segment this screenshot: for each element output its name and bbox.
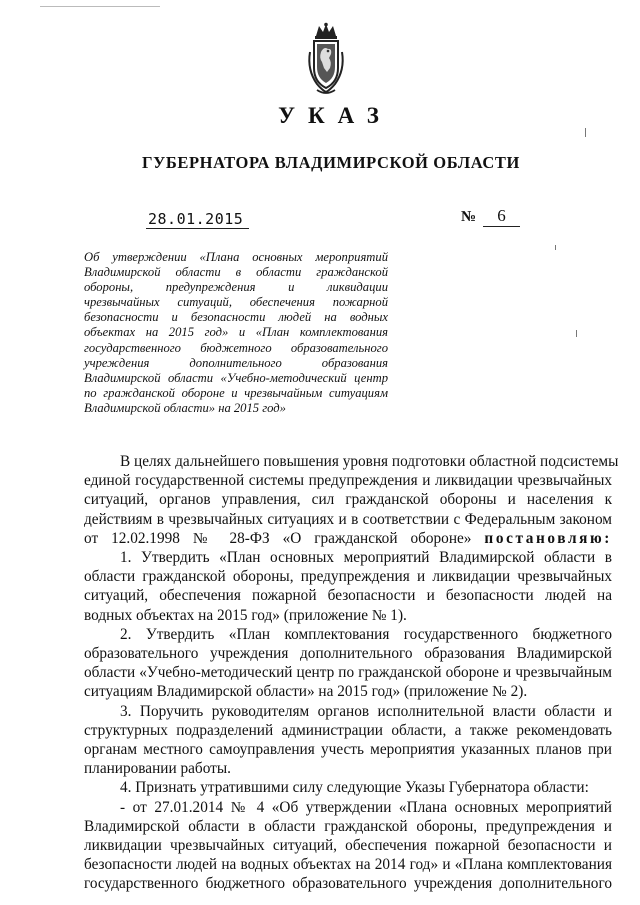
coat-of-arms-emblem bbox=[305, 22, 347, 96]
body-line-text: от 12.02.1998 № 28-ФЗ «О гражданской обороне» bbox=[84, 529, 472, 547]
body-line: Владимирской области в области гражданской обороны, предупреждения и bbox=[84, 817, 612, 835]
body-line: образовательного учреждения дополнительного образования Владимирской bbox=[84, 645, 612, 663]
scan-speck bbox=[555, 245, 556, 250]
body-line: безопасности людей на водных объектах на 2014 год» и «Плана комплектования bbox=[84, 856, 612, 874]
preamble-line: чрезвычайных ситуаций, обеспечения пожарной bbox=[84, 295, 388, 310]
body-line: действиям в чрезвычайных ситуациях и в соответствии с Федеральным законом bbox=[84, 510, 612, 528]
body-line: ликвидации чрезвычайных ситуаций, обеспечения пожарной безопасности и bbox=[84, 837, 612, 855]
body-line: 1. Утвердить «План основных мероприятий Владимирской области в bbox=[120, 549, 612, 567]
body-line: государственного бюджетного образовательного учреждения дополнительного bbox=[84, 875, 612, 893]
body-line: области «Учебно-методический центр по гражданской обороне и чрезвычайным bbox=[84, 664, 612, 682]
preamble-title bbox=[84, 250, 388, 416]
preamble-line: обороны, предупреждения и ликвидации bbox=[84, 280, 388, 295]
decree-keyword: постановляю: bbox=[484, 529, 612, 547]
body-line: В целях дальнейшего повышения уровня подготовки областной подсистемы bbox=[120, 453, 619, 470]
item-3-paragraph bbox=[84, 702, 612, 779]
decree-body bbox=[84, 452, 619, 894]
item-4-paragraph bbox=[84, 778, 612, 893]
body-line: единой государственной системы предупреждения и ликвидации чрезвычайных bbox=[84, 472, 612, 490]
preamble-line: учреждения дополнительного образования bbox=[84, 355, 388, 370]
item-1-paragraph bbox=[84, 548, 612, 625]
body-line: структурных подразделений администрации области, а также рекомендовать bbox=[84, 721, 612, 739]
document-title: УКАЗ bbox=[278, 103, 392, 128]
preamble-line: Владимирской области» на 2015 год» bbox=[84, 400, 286, 415]
body-line: планировании работы. bbox=[84, 760, 231, 778]
scan-speck bbox=[585, 128, 586, 137]
body-line: органам местного самоуправления учесть мероприятия указанных планов при bbox=[84, 741, 612, 759]
scan-speck bbox=[40, 6, 160, 7]
item-2-paragraph bbox=[84, 625, 612, 702]
preamble-line: Владимирской области в области гражданской bbox=[84, 265, 388, 280]
body-line: области гражданской обороны, предупреждения и ликвидации чрезвычайных bbox=[84, 568, 612, 586]
decree-number: 6 bbox=[483, 206, 520, 227]
body-line: водных объектах на 2015 год» (приложение № 1). bbox=[84, 606, 407, 624]
body-line: - от 27.01.2014 № 4 «Об утверждении «Плана основных мероприятий bbox=[120, 798, 612, 816]
preamble-line: по гражданской обороне и чрезвычайным ситуациям bbox=[84, 385, 388, 400]
body-line: 4. Признать утратившими силу следующие Указы Губернатора области: bbox=[120, 779, 589, 797]
preamble-line: объектах на 2015 год» и «План комплектования bbox=[84, 325, 388, 340]
preamble-line: безопасности и безопасности людей на водных bbox=[84, 310, 388, 325]
preamble-line: Владимирской области «Учебно-методический центр bbox=[84, 370, 388, 385]
body-line: ситуациям Владимирской области» на 2015 год» (приложение № 2). bbox=[84, 683, 528, 701]
document-subtitle: ГУБЕРНАТОРА ВЛАДИМИРСКОЙ ОБЛАСТИ bbox=[142, 153, 520, 172]
body-line: 3. Поручить руководителям органов исполнительной власти области и bbox=[120, 702, 612, 720]
body-line: ситуаций, обеспечения пожарной безопасности и безопасности людей на bbox=[84, 587, 612, 605]
intro-paragraph bbox=[84, 452, 619, 548]
preamble-line: государственного бюджетного образовательного bbox=[84, 340, 388, 355]
body-line: ситуаций, органов управления, сил гражданской обороны и населения к bbox=[84, 491, 612, 509]
body-line: 2. Утвердить «План комплектования государственного бюджетного bbox=[120, 625, 612, 643]
scan-speck bbox=[576, 330, 577, 337]
preamble-line: Об утверждении «Плана основных мероприятий bbox=[84, 250, 388, 264]
body-line bbox=[84, 529, 612, 548]
decree-date: 28.01.2015 bbox=[146, 210, 249, 229]
decree-number-label: № bbox=[461, 209, 477, 225]
